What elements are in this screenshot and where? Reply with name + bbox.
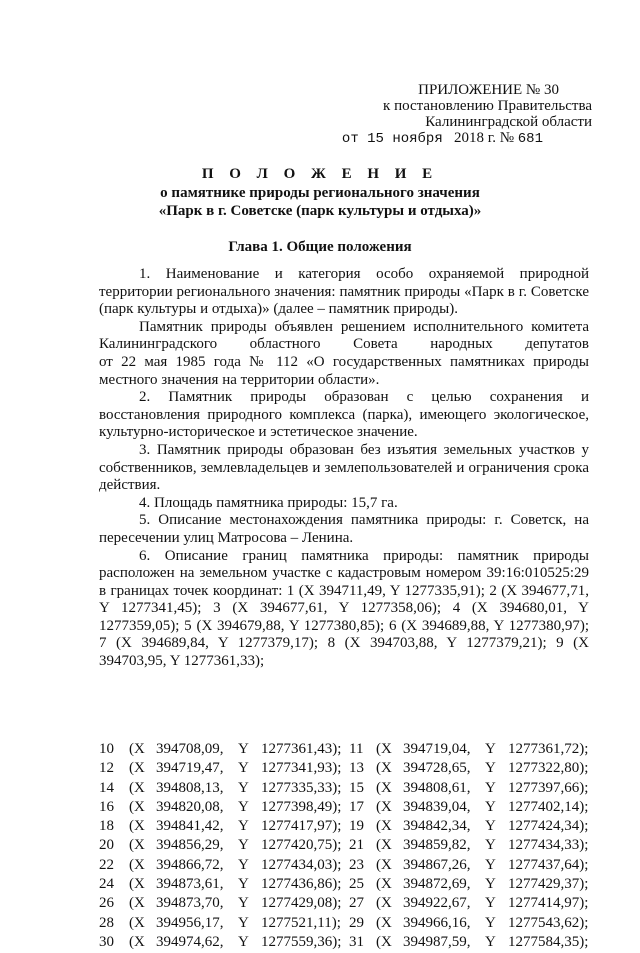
paragraph-2: 2. Памятник природы образован с целью сохранения и восстановления природного комплекса (парка), имеющего экологическое, культурно-историческое и эстетическое значение. [99,389,589,441]
coordinate-row [99,895,593,914]
coord-x-label: (X [376,760,392,777]
coord-point-number: 10 [99,741,114,757]
coord-point-number: 12 [99,760,114,777]
coord-y-value: 1277361,72); [508,741,589,757]
document-body [99,266,589,671]
coord-x-label: (X [376,933,392,950]
coord-x-value: 394966,16, [403,914,471,931]
coord-point-number: 16 [99,798,114,815]
coord-x-label: (X [129,856,145,873]
coord-x-value: 394866,72, [156,856,224,873]
coord-y-label: Y [238,856,249,873]
coord-x-label: (X [129,779,145,796]
coord-point-number: 30 [99,933,114,950]
coord-point-number: 19 [349,818,364,835]
paragraph-1b-line1: Памятник природы объявлен решением исполнительного комитета [139,318,589,335]
coord-y-value: 1277436,86); [261,876,342,893]
coord-x-label: (X [376,798,392,815]
coord-y-value: 1277402,14); [508,798,589,815]
paragraph-1: 1. Наименование и категория особо охраняемой природной территории регионального значения: памятник природы «Парк в г. Советске (парк культуры и отдыха)» (далее – памятник природы). [99,266,589,318]
coord-x-value: 394987,59, [403,933,471,950]
appendix-date-line [342,130,543,147]
coord-point-number: 17 [349,798,364,815]
document-subtitle: о памятнике природы регионального значения [160,185,480,201]
coord-y-label: Y [485,837,496,854]
coord-x-value: 394922,67, [403,895,471,912]
coord-x-value: 394719,04, [403,741,471,757]
coordinate-table [99,741,593,953]
coordinate-row [99,857,593,876]
coord-y-label: Y [238,876,249,893]
coord-x-label: (X [376,818,392,835]
coord-y-value: 1277420,75); [261,837,342,854]
coord-point-number: 29 [349,914,364,931]
coord-y-label: Y [485,895,496,912]
coord-y-label: Y [485,798,496,815]
coord-y-value: 1277429,37); [508,876,589,893]
coord-y-value: 1277335,33); [261,779,342,796]
coord-y-label: Y [238,760,249,777]
coordinate-row [99,741,593,760]
coord-y-label: Y [485,914,496,931]
coordinate-row [99,915,593,934]
document-subtitle-name: «Парк в г. Советске (парк культуры и отдыха)» [158,203,482,219]
coord-y-label: Y [238,914,249,931]
coord-x-label: (X [129,914,145,931]
coord-point-number: 27 [349,895,364,912]
coord-x-label: (X [376,895,392,912]
coord-point-number: 26 [99,895,114,912]
coord-y-value: 1277434,03); [261,856,342,873]
coordinate-row [99,780,593,799]
coord-x-value: 394719,47, [156,760,224,777]
paragraph-6: 6. Описание границ памятника природы: памятник природы расположен на земельном участке с кадастровым номером 39:16:010525:29 в границах точек координат: 1 (X 394711,49, Y 1277335,91); 2 (X 394677,71, Y 1277341,45); 3 (X 394677,61, Y 1277358,06); 4 (X 394680,01, Y 1277359,05); 5 (X 394679,88, Y 1277380,85); 6 (X 394689,88, Y 1277380,97); 7 (X 394689,84, Y 1277379,17); 8 (X 394703,88, Y 1277379,21); 9 (X 394703,95, Y 1277361,33); [99,547,589,670]
coord-point-number: 20 [99,837,114,854]
coord-y-label: Y [238,798,249,815]
paragraph-1b-line2: Калининградского областного Совета народных депутатов [99,336,589,353]
coordinate-row [99,876,593,895]
coord-x-label: (X [376,837,392,854]
coord-x-value: 394842,34, [403,818,471,835]
coord-x-label: (X [129,876,145,893]
coord-y-label: Y [238,895,249,912]
coord-x-label: (X [376,914,392,931]
paragraph-3: 3. Памятник природы образован без изъятия земельных участков у собственников, землевладельцев и землепользователей и ограничения срока действия. [99,441,589,494]
coord-x-value: 394839,04, [403,798,471,815]
coord-y-label: Y [238,818,249,835]
coord-point-number: 15 [349,779,364,796]
coord-y-value: 1277417,97); [261,818,342,835]
coord-y-value: 1277414,97); [508,895,589,912]
coord-point-number: 22 [99,856,114,873]
coord-x-value: 394974,62, [156,933,224,950]
coord-point-number: 13 [349,760,364,777]
paragraph-5: 5. Описание местонахождения памятника природы: г. Советск, на пересечении улиц Матросова – Ленина. [99,512,589,546]
coord-x-value: 394859,82, [403,837,471,854]
coord-x-value: 394956,17, [156,914,224,931]
coord-y-value: 1277543,62); [508,914,589,931]
coord-y-label: Y [238,837,249,854]
coord-y-value: 1277322,80); [508,760,589,777]
coord-x-label: (X [376,856,392,873]
coord-point-number: 31 [349,933,364,950]
coord-x-label: (X [129,818,145,835]
coord-y-value: 1277437,64); [508,856,589,873]
coord-y-value: 1277584,35); [508,933,589,950]
coord-x-label: (X [376,741,392,757]
coord-x-label: (X [129,895,145,912]
coord-y-label: Y [485,933,496,950]
coord-y-label: Y [485,741,496,757]
coord-x-label: (X [129,798,145,815]
coordinate-row [99,760,593,779]
coord-y-value: 1277429,08); [261,895,342,912]
appendix-date: от 15 ноября [341,131,443,147]
coord-point-number: 24 [99,876,114,893]
document-title: П О Л О Ж Е Н И Е [201,166,439,182]
coord-point-number: 14 [99,779,114,796]
coord-point-number: 21 [349,837,364,854]
coord-y-label: Y [238,779,249,796]
coord-y-value: 1277434,33); [508,837,589,854]
coordinate-row [99,934,593,953]
coord-point-number: 28 [99,914,114,931]
coord-y-value: 1277521,11); [261,914,341,931]
coordinate-row [99,799,593,818]
coord-x-label: (X [376,876,392,893]
coord-y-value: 1277361,43); [261,741,342,757]
coord-y-label: Y [485,856,496,873]
coord-x-value: 394728,65, [403,760,471,777]
coordinate-row [99,818,593,837]
coord-x-value: 394873,61, [156,876,224,893]
coord-x-label: (X [376,779,392,796]
coord-x-value: 394820,08, [156,798,224,815]
chapter-heading: Глава 1. Общие положения [228,239,412,255]
coord-x-label: (X [129,837,145,854]
coord-x-label: (X [129,741,145,757]
coord-y-label: Y [238,741,249,757]
coordinate-row [99,837,593,856]
appendix-number: ПРИЛОЖЕНИЕ № 30 [418,82,559,98]
coord-y-label: Y [485,818,496,835]
paragraph-4: 4. Площадь памятника природы: 15,7 га. [139,494,398,511]
coord-y-value: 1277559,36); [261,933,342,950]
appendix-doc-number: 681 [517,131,543,147]
appendix-header [342,82,592,147]
coord-x-value: 394841,42, [156,818,224,835]
coord-y-label: Y [485,760,496,777]
coord-x-value: 394708,09, [156,741,224,757]
coord-y-label: Y [238,933,249,950]
coord-y-value: 1277397,66); [508,779,589,796]
coord-point-number: 23 [349,856,364,873]
coord-x-label: (X [129,933,145,950]
coord-point-number: 25 [349,876,364,893]
coord-x-value: 394873,70, [156,895,224,912]
appendix-region: Калининградской области [425,114,592,130]
coord-point-number: 11 [349,741,364,757]
coord-x-value: 394872,69, [403,876,471,893]
coord-x-value: 394808,61, [403,779,471,796]
coord-point-number: 18 [99,818,114,835]
appendix-resolution-ref: к постановлению Правительства [383,98,592,114]
paragraph-1b-rest: от 22 мая 1985 года № 112 «О государственных памятниках природы местного значения на территории области». [99,353,589,388]
coord-x-value: 394867,26, [403,856,471,873]
coord-x-value: 394808,13, [156,779,224,796]
coord-y-value: 1277424,34); [508,818,589,835]
coord-y-value: 1277398,49); [261,798,342,815]
coord-y-label: Y [485,779,496,796]
coord-y-value: 1277341,93); [261,760,342,777]
coord-x-value: 394856,29, [156,837,224,854]
appendix-year: 2018 г. № [454,130,515,146]
coord-y-label: Y [485,876,496,893]
coord-x-label: (X [129,760,145,777]
